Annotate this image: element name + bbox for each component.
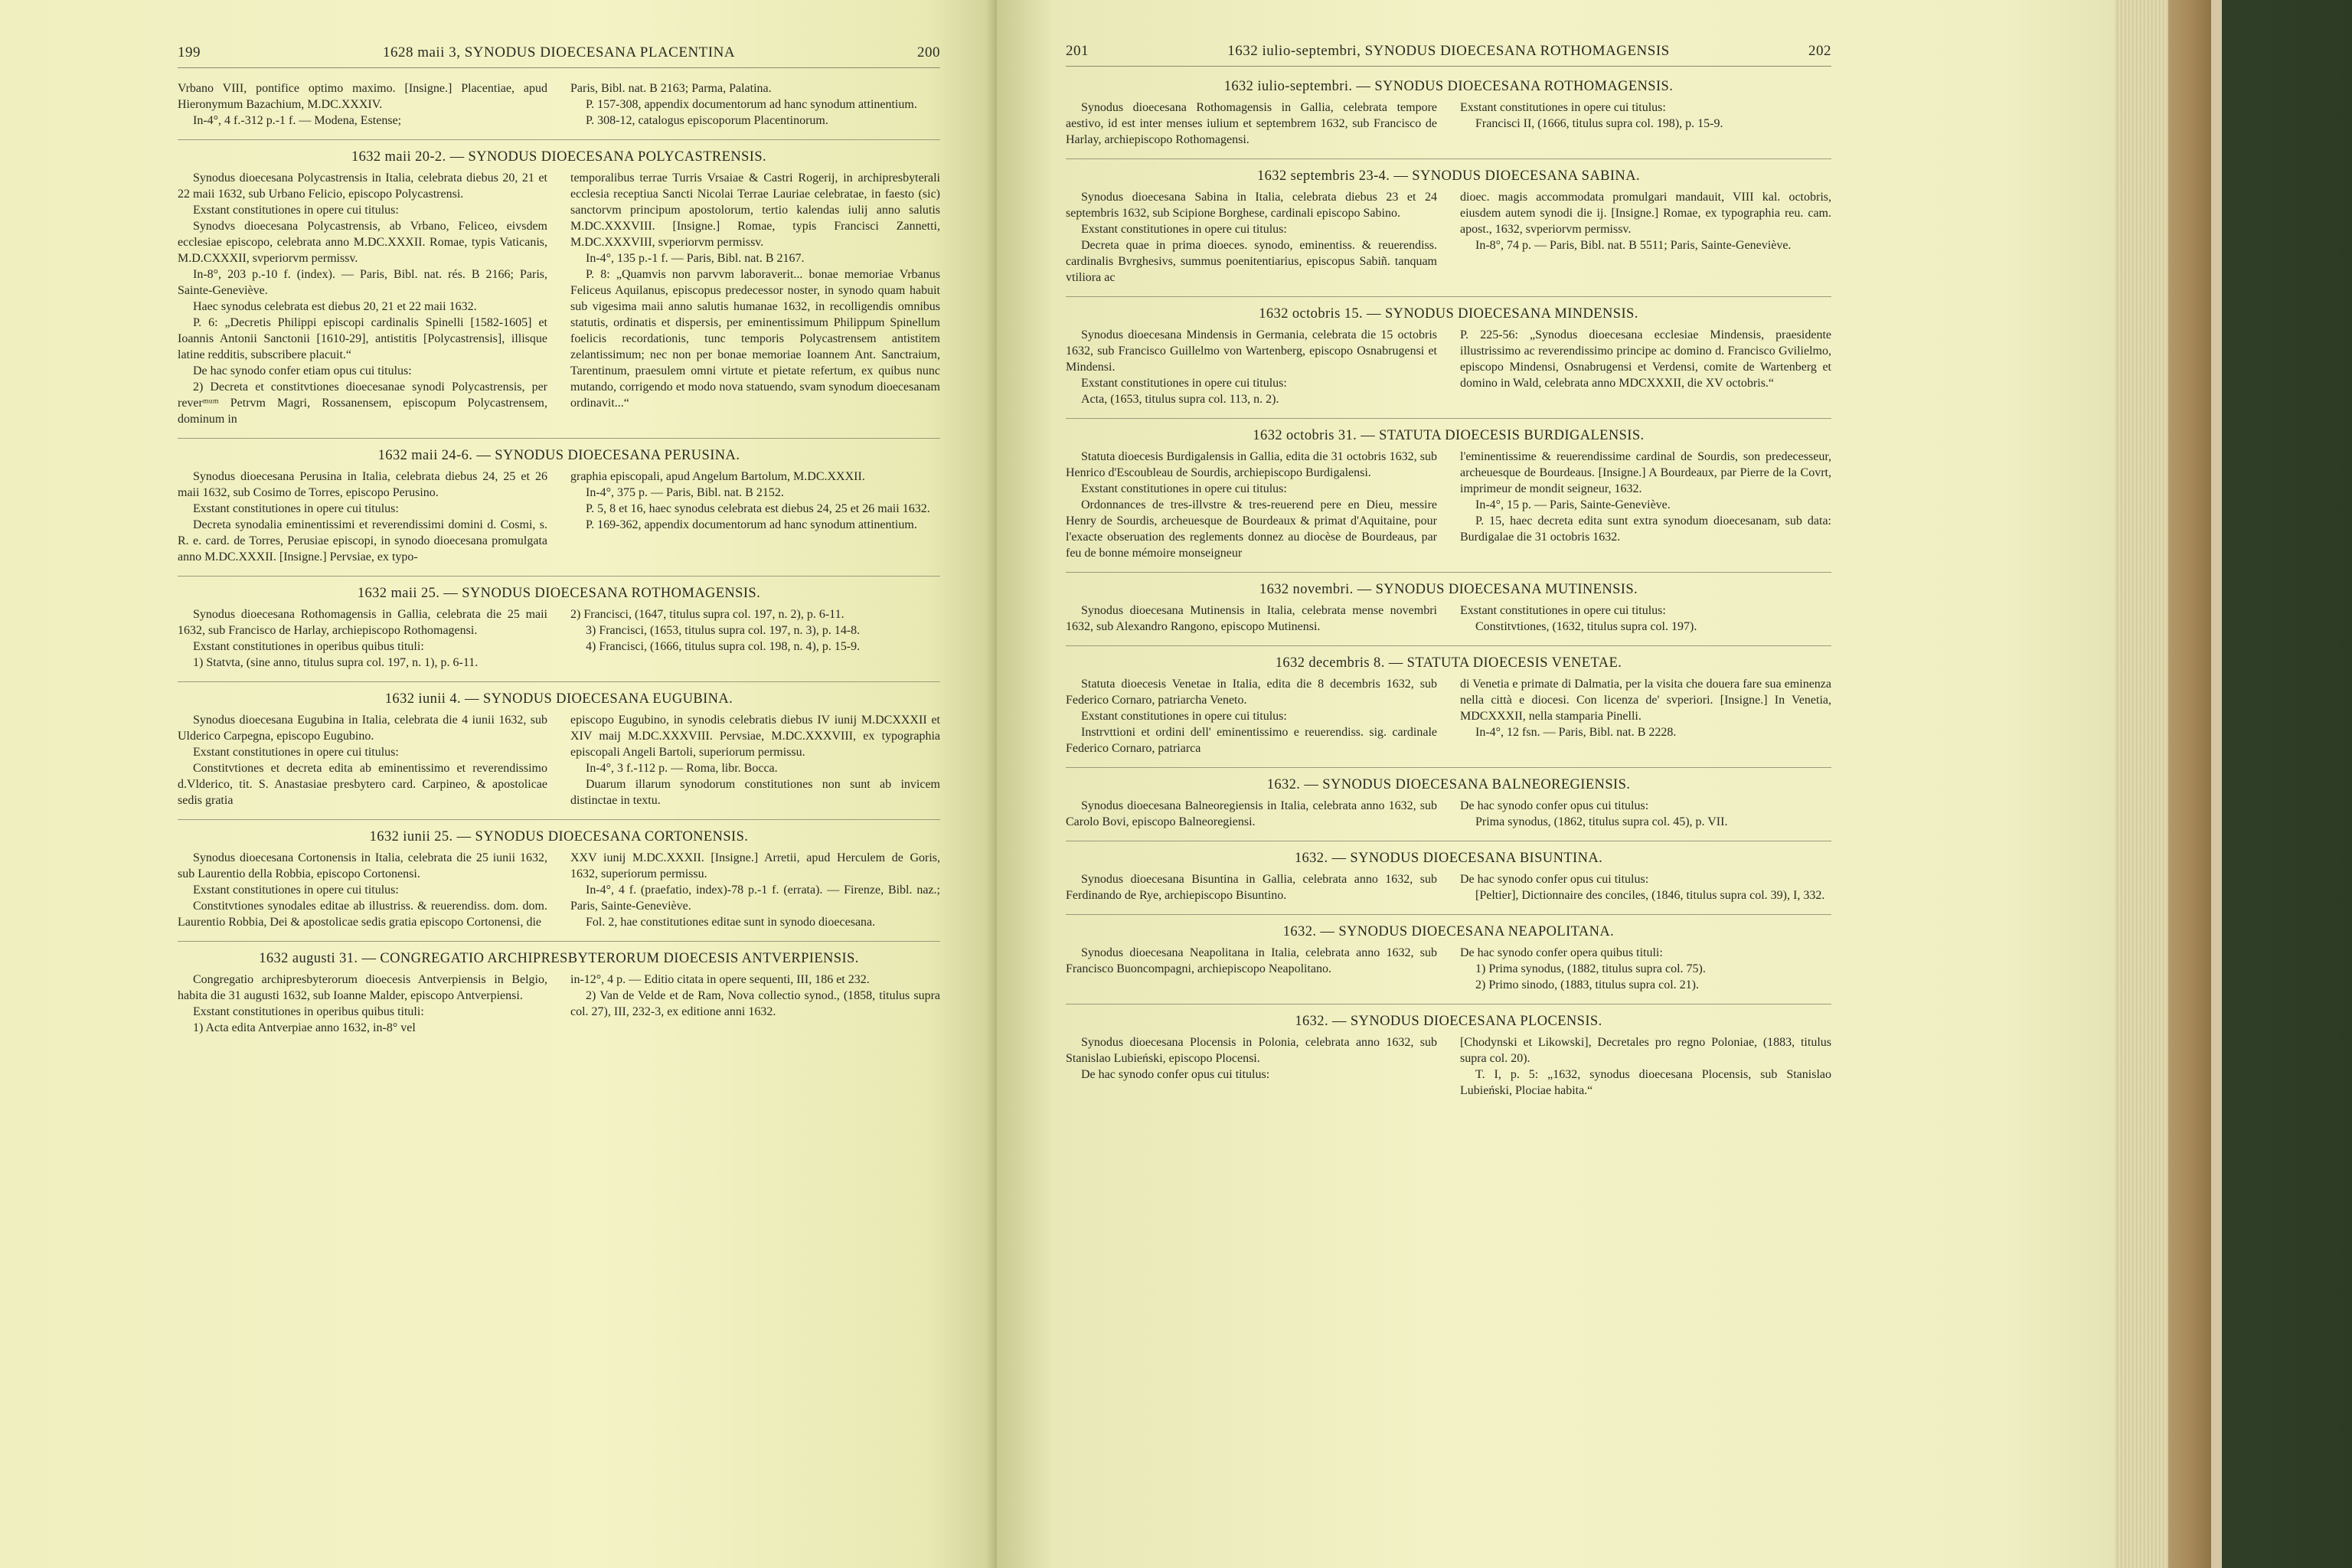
paragraph: De hac synodo confer opus cui titulus: [1081,1068,1270,1081]
paragraph: l'eminentissime & reuerendissime cardinal de Sourdis, son predecesseur, archeuesque de Bourdeaus. [Insigne.] A Bourdeaux, par Pierre de la Covrt, imprimeur de mondit seigneur, 1632. [1460,450,1831,495]
divider [1066,914,1831,915]
paragraph: De hac synodo confer opus cui titulus: [1460,873,1649,886]
paragraph: Congregatio archipresbyterorum dioecesis Antverpiensis in Belgio, habita die 31 augusti 1632, sub Ioanne Malder, episcopo Antverpiensi. [178,973,547,1002]
text-column [178,606,547,671]
text-column [1066,100,1437,148]
paragraph: Synodus dioecesana Polycastrensis in Italia, celebrata diebus 20, 21 et 22 maii 1632, sub Urbano Felicio, episcopo Polycastrensi. [178,172,547,201]
paragraph: P. 6: „Decretis Philippi episcopi cardinalis Spinelli [1582-1605] et Ioannis Antonii Sanctonii [1610-29], antistitis [Polycastrensis], illisque latine redditis, subscribere placuit.“ [178,316,547,361]
text-column [178,712,547,808]
paragraph: P. 8: „Quamvis non parvvm laboraverit... bonae memoriae Vrbanus Feliceus Aquilanus, episcopus predecessor noster, in synodo quam habuit sub vigesima maii anno salutis humanae 1632, in recolligendis omnibus statutis, ordinatis et dispersis, per eminentissimum Philippum Spinellum foelicis recordationis, tunc temporis Polycastrensem antistitem zelantissimum; nec non per bonae memoriae Ioannem Ant. Sanctraium, Tarentinum, praesulem omni virtute et pietate refertum, ex quibus nunc mutando, corrigendo et modo nova statuendo, svam synodum dioecesanam ordinavit...“ [570,268,940,410]
paragraph: Synodvs dioecesana Polycastrensis, ab Vrbano, Feliceo, eivsdem ecclesiae episcopo, celebrata anno M.DC.XXXII. Romae, typis Vaticanis, M.D.CXXXII, svperiorvm permissv. [178,220,547,265]
text-column [1460,189,1831,286]
paragraph: in-12°, 4 p. — Editio citata in opere sequenti, III, 186 et 232. [570,973,870,986]
divider [178,941,940,942]
text-column [570,80,940,129]
paragraph: Instrvttioni et ordini dell' eminentissimo e reuerendiss. sig. cardinale Federico Cornaro, patriarca [1066,726,1437,755]
text-column [1066,945,1437,993]
paragraph: 1) Statvta, (sine anno, titulus supra col. 197, n. 1), p. 6-11. [193,656,479,669]
entry-heading: 1632 maii 24-6. — SYNODUS DIOECESANA PERUSINA. [377,448,740,463]
paragraph: T. I, p. 5: „1632, synodus dioecesana Plocensis, sub Stanislao Lubieński, Plociae habita.“ [1460,1068,1831,1097]
divider [178,819,940,820]
entry-heading: 1632 maii 25. — SYNODUS DIOECESANA ROTHOMAGENSIS. [357,586,761,601]
entry-heading: 1632 iulio-septembri. — SYNODUS DIOECESANA ROTHOMAGENSIS. [1223,79,1674,94]
divider [1066,418,1831,419]
paragraph: In-4°, 135 p.-1 f. — Paris, Bibl. nat. B 2167. [586,252,805,265]
paragraph: Exstant constitutiones in opere cui titulus: [193,884,399,897]
paragraph: di Venetia e primate di Dalmatia, per la visita che douera fare sua eminenza nella città e diocesi. Con licenza de' svperiori. [Insigne.] In Venetia, MDCXXXII, nella stamparia Pinelli. [1460,678,1831,723]
text-column [1460,871,1831,903]
paragraph: P. 169-362, appendix documentorum ad hanc synodum attinentium. [586,518,917,531]
running-header-left [178,44,940,68]
paragraph: Exstant constitutiones in opere cui titulus: [193,746,399,759]
paragraph: [Peltier], Dictionnaire des conciles, (1846, titulus supra col. 39), I, 332. [1475,889,1825,902]
cover-edge [2211,0,2222,1568]
paragraph: Fol. 2, hae constitutiones editae sunt in synodo dioecesana. [586,916,876,929]
paragraph: In-4°, 15 p. — Paris, Sainte-Geneviève. [1475,498,1671,511]
paragraph: Exstant constitutiones in opere cui titulus: [193,502,399,515]
paragraph: Exstant constitutiones in opere cui titulus: [1081,223,1287,236]
paragraph: Decreta synodalia eminentissimi et reverendissimi domini d. Cosmi, s. R. e. card. de Torres, Perusiae episcopi, in synodo dioecesana promulgata anno M.DC.XXXII. [Insigne.] Pervsiae, ex typo- [178,518,547,564]
entry-heading: 1632 maii 20-2. — SYNODUS DIOECESANA POLYCASTRENSIS. [351,149,767,165]
divider [1066,572,1831,573]
paragraph: Statuta dioecesis Venetae in Italia, edita die 8 decembris 1632, sub Federico Cornaro, patriarcha Veneto. [1066,678,1437,707]
paragraph: Synodus dioecesana Cortonensis in Italia, celebrata die 25 iunii 1632, sub Laurentio della Robbia, episcopo Cortonensi. [178,851,547,880]
paragraph: Exstant constitutiones in opere cui titulus: [1460,101,1666,114]
synod-entry [178,149,940,427]
synod-entry [1066,306,1831,407]
synod-entry [178,586,940,671]
entry-heading: 1632 decembris 8. — STATUTA DIOECESIS VENETAE. [1275,655,1622,671]
right-page [997,0,2115,1568]
entry-heading: 1632. — SYNODUS DIOECESANA NEAPOLITANA. [1282,924,1615,939]
paragraph: P. 5, 8 et 16, haec synodus celebrata est diebus 24, 25 et 26 maii 1632. [586,502,930,515]
text-column [178,972,547,1036]
paragraph: P. 225-56: „Synodus dioecesana ecclesiae Mindensis, praesidente illustrissimo ac reverendissimo principe ac domino d. Francisco Gvilielmo, episcopo Mindensi, Osnabrugensi et Verdensi, comite de Wartenberg et domino in Wald, celebrata anno MDCXXXII, die XV octobris.“ [1460,328,1831,390]
paragraph: graphia episcopali, apud Angelum Bartolum, M.DC.XXXII. [570,470,865,483]
paragraph: 2) Primo sinodo, (1883, titulus supra col. 21). [1475,978,1699,991]
entry-heading: 1632 octobris 15. — SYNODUS DIOECESANA MINDENSIS. [1259,306,1638,322]
paragraph: Acta, (1653, titulus supra col. 113, n. 2). [1081,393,1279,406]
paragraph: 3) Francisci, (1653, titulus supra col. 197, n. 3), p. 14-8. [586,624,861,637]
paragraph: P. 15, haec decreta edita sunt extra synodum dioecesanam, sub data: Burdigalae die 31 octobris 1632. [1460,514,1831,544]
running-title: 1632 iulio-septembri, SYNODUS DIOECESANA ROTHOMAGENSIS [1227,43,1670,59]
paragraph: Constitvtiones synodales editae ab illustriss. & reuerendiss. dom. dom. Laurentio Robbia, Dei & apostolicae sedis gratia episcopo Cortonensi, die [178,900,547,929]
synod-entry [1066,582,1831,635]
paragraph: XXV iunij M.DC.XXXII. [Insigne.] Arretii, apud Herculem de Goris, 1632, superiorum permissu. [570,851,940,880]
page-number: 200 [917,44,940,60]
divider [1066,645,1831,646]
paragraph: Francisci II, (1666, titulus supra col. 198), p. 15-9. [1475,117,1723,130]
paragraph: P. 157-308, appendix documentorum ad hanc synodum attinentium. [586,98,917,111]
paragraph: 2) Decreta et constitvtiones dioecesanae synodi Polycastrensis, per reverᵐᵘᵐ Petrvm Magri, Rossanensem, episcopum Polycastrensem, dominum in [178,381,547,426]
text-column [570,712,940,808]
paragraph: In-4°, 12 fsn. — Paris, Bibl. nat. B 2228. [1475,726,1677,739]
entry-heading: 1632 novembri. — SYNODUS DIOECESANA MUTINENSIS. [1259,582,1638,597]
entry-heading: 1632. — SYNODUS DIOECESANA PLOCENSIS. [1295,1014,1602,1029]
text-column [570,606,940,671]
continued-entry [178,80,940,129]
paragraph: Exstant constitutiones in opere cui titulus: [1081,710,1287,723]
left-page [0,0,997,1568]
text-column [178,170,547,427]
paragraph: Synodus dioecesana Bisuntina in Gallia, celebrata anno 1632, sub Ferdinando de Rye, archiepiscopo Bisuntino. [1066,873,1437,902]
paragraph: Synodus dioecesana Rothomagensis in Gallia, celebrata tempore aestivo, id est inter menses iulium et septembrem 1632, sub Francisco de Harlay, archiepiscopo Rothomagensi. [1066,101,1437,146]
text-column [1066,798,1437,830]
synod-entry [178,951,940,1036]
synod-entry [1066,777,1831,830]
text-column [1066,327,1437,407]
text-column [178,469,547,565]
paragraph: Exstant constitutiones in opere cui titulus: [1081,482,1287,495]
synod-entry [178,829,940,930]
divider [1066,767,1831,768]
text-column [1066,676,1437,756]
paragraph: Paris, Bibl. nat. B 2163; Parma, Palatina. [570,82,772,95]
paragraph: In-4°, 4 f.-312 p.-1 f. — Modena, Estense; [193,114,402,127]
divider [1066,296,1831,297]
paragraph: Synodus dioecesana Mutinensis in Italia, celebrata mense novembri 1632, sub Alexandro Rangono, episcopo Mutinensi. [1066,604,1437,633]
paragraph: 2) Francisci, (1647, titulus supra col. 197, n. 2), p. 6-11. [570,608,844,621]
paragraph: De hac synodo confer opera quibus tituli: [1460,946,1663,959]
paragraph: 1) Acta edita Antverpiae anno 1632, in-8° vel [193,1021,416,1034]
paragraph: 2) Van de Velde et de Ram, Nova collectio synod., (1858, titulus supra col. 27), III, 232-3, ex editione anni 1632. [570,989,940,1018]
paragraph: In-4°, 375 p. — Paris, Bibl. nat. B 2152. [586,486,784,499]
paragraph: Duarum illarum synodorum constitutiones non sunt ab invicem distinctae in textu. [570,778,940,807]
synod-entry [1066,1014,1831,1099]
synod-entry [1066,79,1831,148]
paragraph: P. 308-12, catalogus episcoporum Placentinorum. [586,114,828,127]
text-column [570,170,940,427]
paragraph: temporalibus terrae Turris Vrsaiae & Castri Rogerij, in archipresbyterali ecclesia receptiua Sancti Nicolai Terrae Lauriae celebratae, in faesto (sic) sanctorvm principum apostolorum, tertio kalendas iulij anno salutis M.DC.XXXVIII. [Insigne.] Romae, typis Francisci Zannetti, M.DC.XXXVIII, svperiorvm permissv. [570,172,940,249]
paragraph: Synodus dioecesana Perusina in Italia, celebrata diebus 24, 25 et 26 maii 1632, sub Cosimo de Torres, episcopo Perusino. [178,470,547,499]
entry-heading: 1632 iunii 4. — SYNODUS DIOECESANA EUGUBINA. [384,691,733,707]
paragraph: [Chodynski et Likowski], Decretales pro regno Poloniae, (1883, titulus supra col. 20). [1460,1036,1831,1065]
divider [178,139,940,140]
page-edges [2115,0,2168,1568]
text-column [1460,327,1831,407]
running-header-right [1066,43,1831,67]
entry-heading: 1632 octobris 31. — STATUTA DIOECESIS BURDIGALENSIS. [1253,428,1645,443]
paragraph: Synodus dioecesana Rothomagensis in Gallia, celebrata die 25 maii 1632, sub Francisco de Harlay, archiepiscopo Rothomagensi. [178,608,547,637]
paragraph: Exstant constitutiones in operibus quibus tituli: [193,640,424,653]
entry-heading: 1632 augusti 31. — CONGREGATIO ARCHIPRESBYTERORUM DIOECESIS ANTVERPIENSIS. [259,951,859,966]
paragraph: Synodus dioecesana Sabina in Italia, celebrata diebus 23 et 24 septembris 1632, sub Scipione Borghese, cardinali episcopo Sabino. [1066,191,1437,220]
paragraph: Constitvtiones, (1632, titulus supra col. 197). [1475,620,1697,633]
synod-entry [1066,428,1831,561]
paragraph: Haec synodus celebrata est diebus 20, 21 et 22 maii 1632. [193,300,477,313]
text-column [1460,603,1831,635]
paragraph: Constitvtiones et decreta edita ab eminentissimo et reverendissimo d.Vlderico, tit. S. Anastasiae presbytero card. Carpineo, & apostolicae sedis gratia [178,762,547,807]
paragraph: 1) Prima synodus, (1882, titulus supra col. 75). [1475,962,1706,975]
paragraph: Vrbano VIII, pontifice optimo maximo. [Insigne.] Placentiae, apud Hieronymum Bazachium, M.DC.XXXIV. [178,82,547,111]
text-column [1066,449,1437,561]
synod-entry [1066,924,1831,993]
entry-heading: 1632 septembris 23-4. — SYNODUS DIOECESANA SABINA. [1257,168,1640,184]
text-column [1460,449,1831,561]
text-column [570,469,940,565]
paragraph: Exstant constitutiones in opere cui titulus: [193,204,399,217]
text-column [1460,676,1831,756]
paragraph: Decreta quae in prima dioeces. synodo, eminentiss. & reuerendiss. cardinalis Bvrghesivs, summus poenitentiarius, episcopus Sabiñ. tanquam vtiliora ac [1066,239,1437,284]
paragraph: Exstant constitutiones in operibus quibus tituli: [193,1005,424,1018]
paragraph: Exstant constitutiones in opere cui titulus: [1081,377,1287,390]
divider [178,438,940,439]
text-column [178,850,547,930]
text-column [1066,189,1437,286]
paragraph: Statuta dioecesis Burdigalensis in Gallia, edita die 31 octobris 1632, sub Henrico d'Escoubleau de Sourdis, archiepiscopo Burdigalensi. [1066,450,1437,479]
running-title: 1628 maii 3, SYNODUS DIOECESANA PLACENTINA [382,44,736,60]
text-column [570,850,940,930]
book-cover [2168,0,2211,1568]
synod-entry [1066,655,1831,756]
text-column [1460,100,1831,148]
paragraph: In-8°, 74 p. — Paris, Bibl. nat. B 5511; Paris, Sainte-Geneviève. [1475,239,1792,252]
synod-entry [178,448,940,565]
divider [178,681,940,682]
entry-heading: 1632 iunii 25. — SYNODUS DIOECESANA CORTONENSIS. [369,829,749,844]
divider [178,576,940,577]
synod-entry [178,691,940,808]
paragraph: Synodus dioecesana Eugubina in Italia, celebrata die 4 iunii 1632, sub Ulderico Carpegna, episcopo Eugubino. [178,714,547,743]
paragraph: Exstant constitutiones in opere cui titulus: [1460,604,1666,617]
entry-heading: 1632. — SYNODUS DIOECESANA BISUNTINA. [1294,851,1603,866]
text-column [1460,798,1831,830]
entry-heading: 1632. — SYNODUS DIOECESANA BALNEOREGIENSIS. [1266,777,1631,792]
divider [1066,158,1831,159]
synod-entry [1066,851,1831,903]
paragraph: dioec. magis accommodata promulgari mandauit, VIII kal. octobris, eiusdem autem synodi die ij. [Insigne.] Romae, ex typographia reu. cam. apost., 1632, svperiorvm permissv. [1460,191,1831,236]
text-column [1460,945,1831,993]
paragraph: In-4°, 3 f.-112 p. — Roma, libr. Bocca. [586,762,778,775]
text-column [570,972,940,1036]
text-column [178,80,547,129]
text-column [1066,1034,1437,1099]
paragraph: episcopo Eugubino, in synodis celebratis diebus IV iunij M.DCXXXII et XIV maij M.DC.XXXVIII. Pervsiae, M.DC.XXXVIII, ex typographia episcopali Angeli Bartoli, superiorum permissu. [570,714,940,759]
page-number: 201 [1066,43,1089,59]
paragraph: De hac synodo confer opus cui titulus: [1460,799,1649,812]
paragraph: Synodus dioecesana Plocensis in Polonia, celebrata anno 1632, sub Stanislao Lubieński, episcopo Plocensi. [1066,1036,1437,1065]
page-number: 202 [1808,43,1831,59]
text-column [1066,603,1437,635]
paragraph: In-4°, 4 f. (praefatio, index)-78 p.-1 f. (errata). — Firenze, Bibl. naz.; Paris, Sainte-Geneviève. [570,884,940,913]
paragraph: Synodus dioecesana Mindensis in Germania, celebrata die 15 octobris 1632, sub Francisco Guillelmo von Wartenberg, episcopo Osnabrugensi et Mindensi. [1066,328,1437,374]
synod-entry [1066,168,1831,286]
paragraph: 4) Francisci, (1666, titulus supra col. 198, n. 4), p. 15-9. [586,640,861,653]
text-column [1460,1034,1831,1099]
paragraph: Synodus dioecesana Neapolitana in Italia, celebrata anno 1632, sub Francisco Buoncompagni, archiepiscopo Neapolitano. [1066,946,1437,975]
text-column [1066,871,1437,903]
paragraph: Synodus dioecesana Balneoregiensis in Italia, celebrata anno 1632, sub Carolo Bovi, episcopo Balneoregiensi. [1066,799,1437,828]
paragraph: Prima synodus, (1862, titulus supra col. 45), p. VII. [1475,815,1728,828]
paragraph: In-8°, 203 p.-10 f. (index). — Paris, Bibl. nat. rés. B 2166; Paris, Sainte-Geneviève. [178,268,547,297]
paragraph: Ordonnances de tres-illvstre & tres-reuerend pere en Dieu, messire Henry de Sourdis, archeuesque de Bourdeaux & primat d'Aquitaine, pour l'exacte obseruation des reglements donnez au diocèse de Bourdeaus, par feu de bonne mémoire monseigneur [1066,498,1437,560]
page-number: 199 [178,44,201,60]
paragraph: De hac synodo confer etiam opus cui titulus: [193,364,412,377]
